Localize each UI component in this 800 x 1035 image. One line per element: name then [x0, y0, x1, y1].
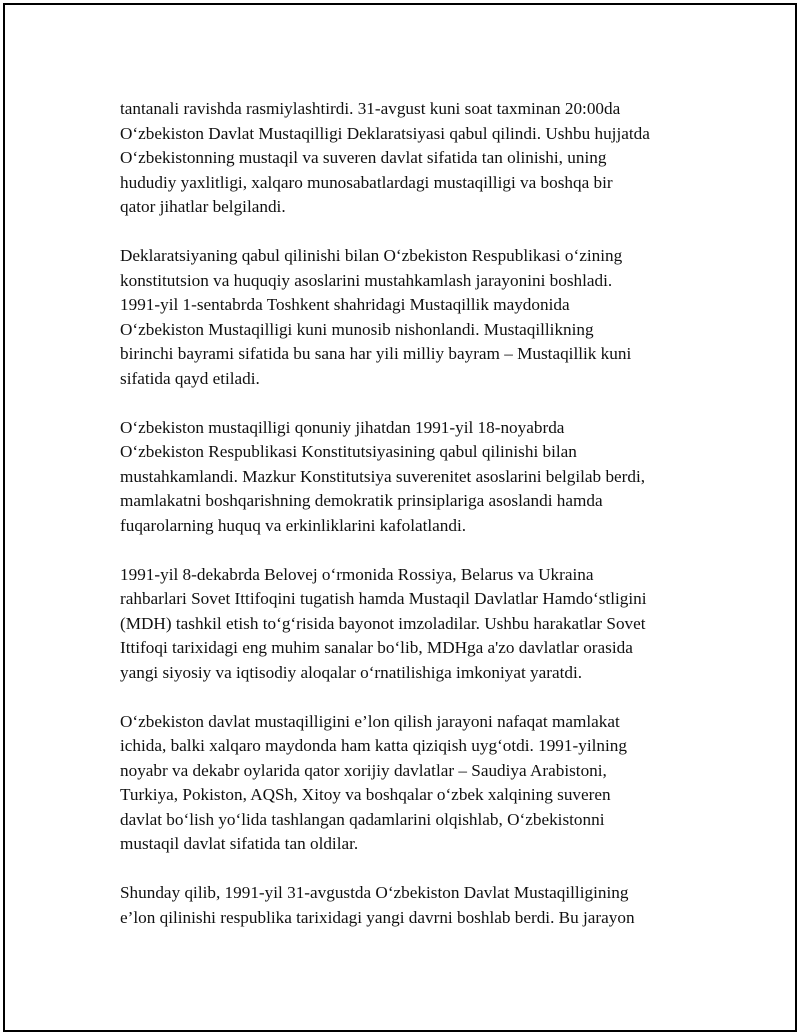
paragraph-line: fuqarolarning huquq va erkinliklarini kafolatlandi. — [120, 515, 467, 535]
paragraph-3 — [120, 416, 680, 539]
paragraph-line: O‘zbekiston Respublikasi Konstitutsiyasining qabul qilinishi bilan — [120, 442, 577, 461]
paragraph-6 — [120, 881, 680, 930]
paragraph-line: O‘zbekiston Davlat Mustaqilligi Deklaratsiyasi qabul qilindi. Ushbu hujjatda — [120, 123, 650, 143]
paragraph-line: e’lon qilinishi respublika tarixidagi yangi davrni boshlab berdi. Bu jarayon — [120, 907, 635, 927]
document-body — [120, 97, 680, 955]
paragraph-line: Deklaratsiyaning qabul qilinishi bilan O‘zbekiston Respublikasi o‘zining — [120, 246, 623, 265]
paragraph-line: mustaqil davlat sifatida tan oldilar. — [120, 834, 359, 853]
paragraph-line: rahbarlari Sovet Ittifoqini tugatish hamda Mustaqil Davlatlar Hamdo‘stligini — [120, 589, 647, 608]
paragraph-4 — [120, 563, 680, 686]
paragraph-line: mamlakatni boshqarishning demokratik prinsiplariga asoslandi hamda — [120, 491, 603, 510]
paragraph-line: davlat bo‘lish yo‘lida tashlangan qadamlarini olqishlab, O‘zbekistonni — [120, 809, 605, 829]
paragraph-line: O‘zbekiston davlat mustaqilligini e’lon qilish jarayoni nafaqat mamlakat — [120, 711, 620, 731]
paragraph-line: O‘zbekistonning mustaqil va suveren davlat sifatida tan olinishi, uning — [120, 148, 607, 167]
paragraph-line: sifatida qayd etiladi. — [120, 368, 260, 388]
paragraph-line: mustahkamlandi. Mazkur Konstitutsiya suverenitet asoslarini belgilab berdi, — [120, 466, 646, 486]
paragraph-line: (MDH) tashkil etish to‘g‘risida bayonot imzoladilar. Ushbu harakatlar Sovet — [120, 613, 646, 633]
paragraph-line: konstitutsion va huquqiy asoslarini mustahkamlash jarayonini boshladi. — [120, 270, 613, 290]
paragraph-line: noyabr va dekabr oylarida qator xorijiy davlatlar – Saudiya Arabistoni, — [120, 760, 607, 780]
paragraph-line: hududiy yaxlitligi, xalqaro munosabatlardagi mustaqilligi va boshqa bir — [120, 172, 613, 192]
paragraph-line: Turkiya, Pokiston, AQSh, Xitoy va boshqalar o‘zbek xalqining suveren — [120, 785, 611, 804]
paragraph-line: 1991-yil 8-dekabrda Belovej o‘rmonida Rossiya, Belarus va Ukraina — [120, 564, 594, 584]
paragraph-2 — [120, 244, 680, 391]
paragraph-line: tantanali ravishda rasmiylashtirdi. 31-avgust kuni soat taxminan 20:00da — [120, 99, 621, 118]
paragraph-line: yangi siyosiy va iqtisodiy aloqalar o‘rnatilishiga imkoniyat yaratdi. — [120, 662, 583, 682]
paragraph-line: birinchi bayrami sifatida bu sana har yili milliy bayram – Mustaqillik kuni — [120, 344, 632, 363]
paragraph-line: Ittifoqi tarixidagi eng muhim sanalar bo‘lib, MDHga a'zo davlatlar orasida — [120, 638, 633, 657]
paragraph-1 — [120, 97, 680, 220]
paragraph-line: O‘zbekiston mustaqilligi qonuniy jihatdan 1991-yil 18-noyabrda — [120, 417, 565, 437]
document-page — [3, 3, 797, 1032]
paragraph-line: O‘zbekiston Mustaqilligi kuni munosib nishonlandi. Mustaqillikning — [120, 319, 594, 339]
paragraph-line: Shunday qilib, 1991-yil 31-avgustda O‘zbekiston Davlat Mustaqilligining — [120, 883, 629, 902]
paragraph-5 — [120, 710, 680, 857]
paragraph-line: 1991-yil 1-sentabrda Toshkent shahridagi Mustaqillik maydonida — [120, 295, 570, 314]
paragraph-line: ichida, balki xalqaro maydonda ham katta qiziqish uyg‘otdi. 1991-yilning — [120, 736, 627, 755]
paragraph-line: qator jihatlar belgilandi. — [120, 197, 286, 216]
